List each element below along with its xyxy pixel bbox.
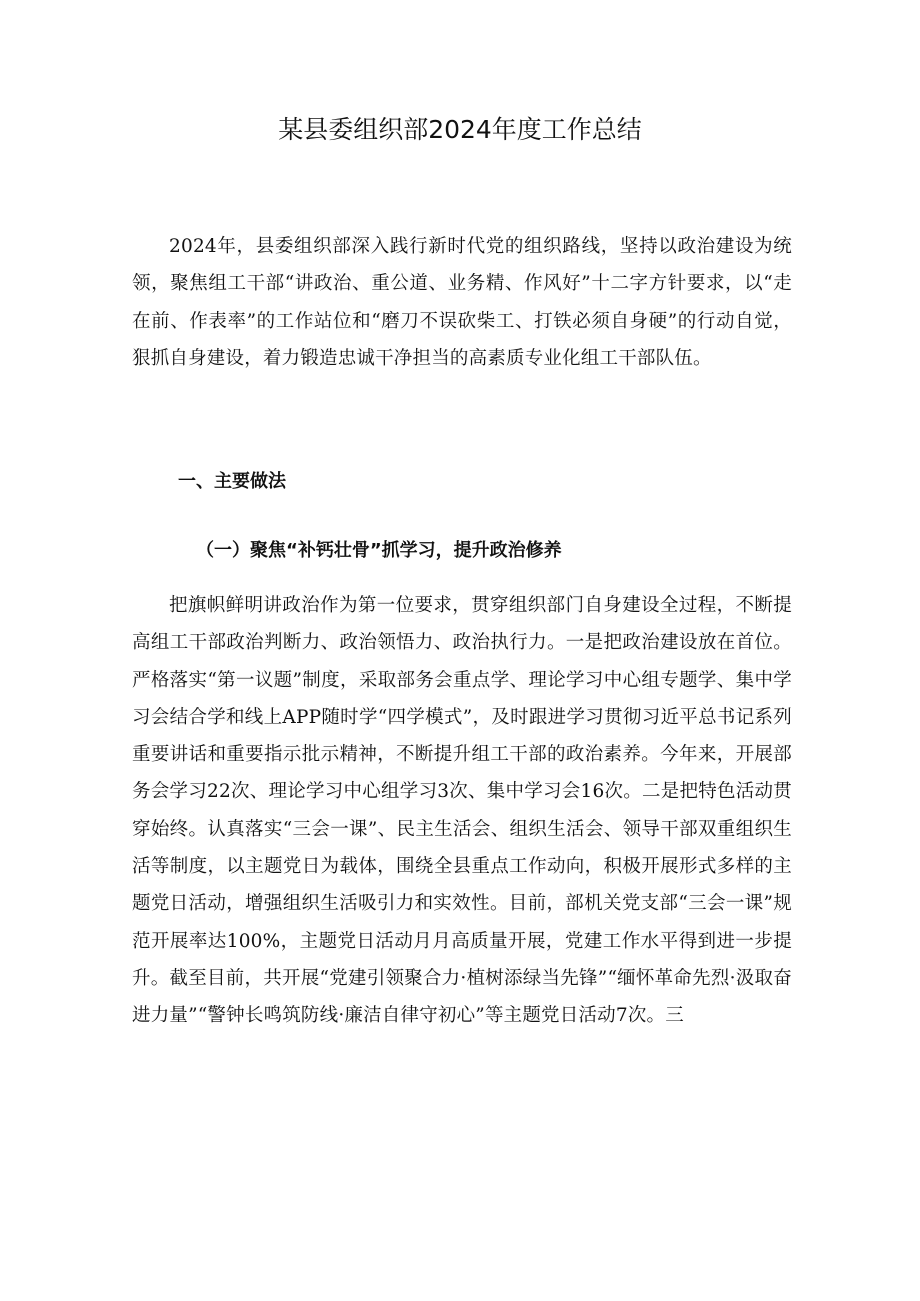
intro-paragraph: 2024年，县委组织部深入践行新时代党的组织路线，坚持以政治建设为统领，聚焦组工干部“讲政治、重公道、业务精、作风好”十二字方针要求，以“走在前、作表率”的工作站位和“磨刀不误砍柴工、打铁必须自身硬”的行动自觉，狠抓自身建设，着力锻造忠诚干净担当的高素质专业化组工干部队伍。 [132,236,792,369]
section-heading-main-practices: 一、主要做法 [178,471,286,492]
document-title: 某县委组织部2024年度工作总结 [278,115,642,144]
subsection-paragraph-study: 把旗帜鲜明讲政治作为第一位要求，贯穿组织部门自身建设全过程，不断提高组工干部政治判断力、政治领悟力、政治执行力。一是把政治建设放在首位。严格落实“第一议题”制度，采取部务会重点学、理论学习中心组专题学、集中学习会结合学和线上APP随时学“四学模式”，及时跟进学习贯彻习近平总书记系列重要讲话和重要指示批示精神，不断提升组工干部的政治素养。今年来，开展部务会学习22次、理论学习中心组学习3次、集中学习会16次。二是把特色活动贯穿始终。认真落实“三会一课”、民主生活会、组织生活会、领导干部双重组织生活等制度，以主题党日为载体，围绕全县重点工作动向，积极开展形式多样的主题党日活动，增强组织生活吸引力和实效性。目前，部机关党支部“三会一课”规范开展率达100%，主题党日活动月月高质量开展，党建工作水平得到进一步提升。截至目前，共开展“党建引领聚合力·植树添绿当先锋”“缅怀革命先烈·汲取奋进力量”“警钟长鸣筑防线·廉洁自律守初心”等主题党日活动7次。三 [132,595,792,1027]
subsection-heading-study: （一）聚焦“补钙壮骨”抓学习，提升政治修养 [196,540,562,561]
